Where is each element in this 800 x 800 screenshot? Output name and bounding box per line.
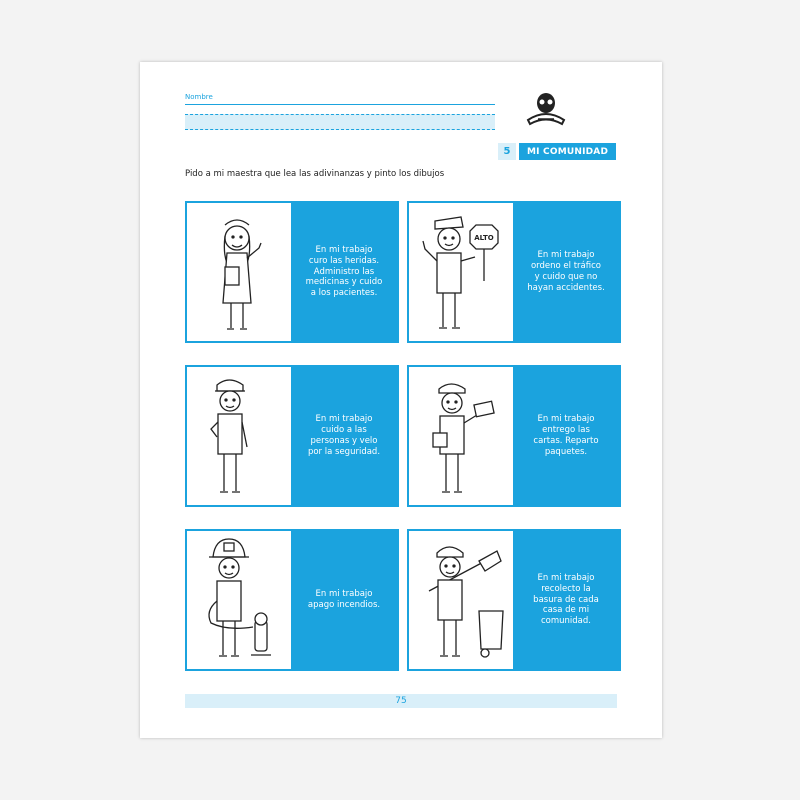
riddle-card-nurse [185,201,399,343]
riddle-text: En mi trabajo cuido a las personas y velo por la seguridad. [291,367,397,505]
page-number-bar [185,694,617,708]
riddle-card-mail-carrier [407,365,621,507]
traffic-officer-illustration [409,203,513,341]
garbage-collector-illustration [409,531,513,669]
riddle-text: En mi trabajo curo las heridas. Administro las medicinas y cuido a los pacientes. [291,203,397,341]
riddle-card-garbage-collector [407,529,621,671]
publisher-logo-icon [524,90,568,126]
unit-number: 5 [498,143,516,160]
page-number: 75 [395,696,407,706]
handwriting-guide-band [185,114,495,130]
riddle-text: En mi trabajo entrego las cartas. Reparto paquetes. [513,367,619,505]
riddle-text: En mi trabajo ordeno el tráfico y cuido que no hayan accidentes. [513,203,619,341]
riddle-text: En mi trabajo apago incendios. [291,531,397,669]
firefighter-illustration [187,531,291,669]
riddle-text: En mi trabajo recolecto la basura de cada casa de mi comunidad. [513,531,619,669]
riddle-card-police-officer [185,365,399,507]
name-writing-line [185,104,495,105]
unit-badge [498,143,616,160]
name-label: Nombre [185,93,213,101]
police-officer-illustration [187,367,291,505]
unit-title: MI COMUNIDAD [519,143,616,160]
nurse-illustration [187,203,291,341]
instruction-text: Pido a mi maestra que lea las adivinanzas y pinto los dibujos [185,169,445,179]
worksheet-page [140,62,662,738]
riddle-card-firefighter [185,529,399,671]
mail-carrier-illustration [409,367,513,505]
stop-sign-label: ALTO [474,234,494,242]
riddle-card-traffic-officer [407,201,621,343]
